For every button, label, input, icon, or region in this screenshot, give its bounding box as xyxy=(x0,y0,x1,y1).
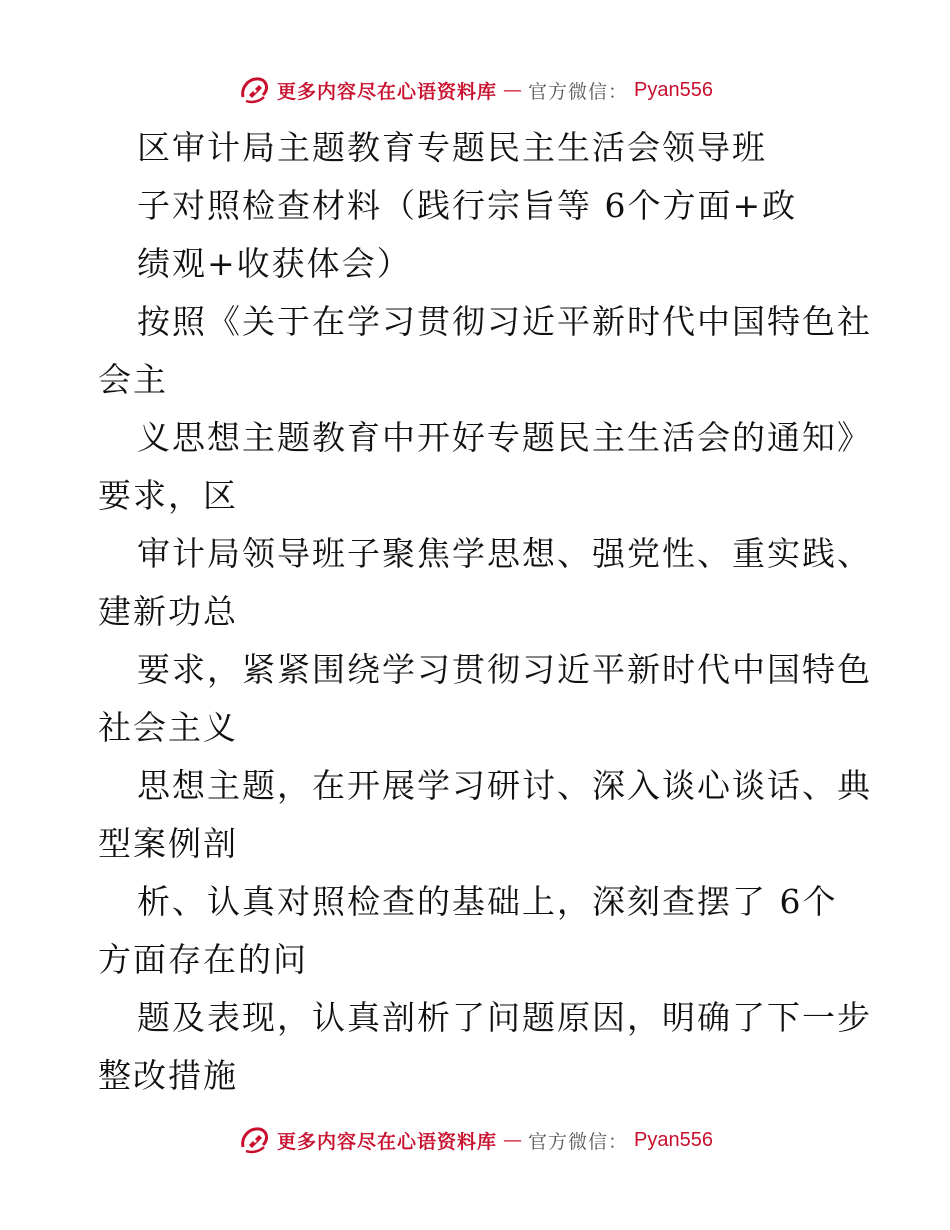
doc-paragraph-line: 题及表现，认真剖析了问题原因，明确了下一步 xyxy=(137,998,872,1037)
banner-dash: — xyxy=(503,79,523,101)
doc-title-line: 子对照检查材料（践行宗旨等 6个方面+政 xyxy=(137,186,798,225)
doc-paragraph-line: 整改措施 xyxy=(98,1056,238,1095)
doc-paragraph-line: 义思想主题教育中开好专题民主生活会的通知》 xyxy=(137,418,872,457)
header-watermark-banner xyxy=(0,70,950,110)
doc-paragraph-line: 按照《关于在学习贯彻习近平新时代中国特色社 xyxy=(137,302,872,341)
pen-nib-swirl-logo-icon xyxy=(237,1123,271,1157)
doc-paragraph-line: 审计局领导班子聚焦学思想、强党性、重实践、 xyxy=(137,534,872,573)
doc-paragraph-line: 要求，紧紧围绕学习贯彻习近平新时代中国特色 xyxy=(137,650,872,689)
banner-dash: — xyxy=(503,1129,523,1151)
banner-brand-text: 更多内容尽在心语资料库 xyxy=(277,80,498,103)
doc-paragraph-line: 要求，区 xyxy=(98,476,238,515)
banner-account-id: Pyan556 xyxy=(634,78,713,101)
banner-account-id: Pyan556 xyxy=(634,1128,713,1151)
banner-brand-text: 更多内容尽在心语资料库 xyxy=(277,1130,498,1153)
footer-watermark-banner xyxy=(0,1120,950,1160)
banner-wechat-label: 官方微信： xyxy=(528,80,629,103)
banner-wechat-label: 官方微信： xyxy=(528,1130,629,1153)
doc-title-line: 绩观+收获体会） xyxy=(137,244,412,283)
pen-nib-swirl-logo-icon xyxy=(237,73,271,107)
doc-paragraph-line: 建新功总 xyxy=(98,592,238,631)
doc-paragraph-line: 析、认真对照检查的基础上，深刻查摆了 6个 xyxy=(137,882,838,921)
doc-paragraph-line: 会主 xyxy=(98,360,168,399)
doc-paragraph-line: 方面存在的问 xyxy=(98,940,308,979)
doc-paragraph-line: 思想主题，在开展学习研讨、深入谈心谈话、典 xyxy=(137,766,872,805)
doc-paragraph-line: 社会主义 xyxy=(98,708,238,747)
doc-title-line: 区审计局主题教育专题民主生活会领导班 xyxy=(137,128,767,167)
doc-paragraph-line: 型案例剖 xyxy=(98,824,238,863)
